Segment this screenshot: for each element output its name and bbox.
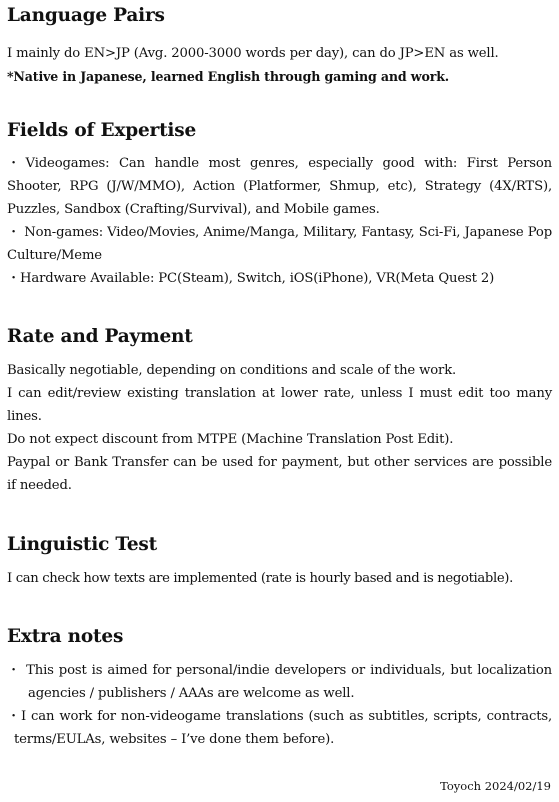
fields-item-videogames: ・Videogames: Can handle most genres, especially good with: First Person Shooter, RPG (J/W/MMO), Action (Platformer, Shmup, etc), Strategy (4X/RTS), Puzzles, Sandbox (Crafting/Survival), and Mobile games. <box>7 156 552 217</box>
rate-text-negotiable: Basically negotiable, depending on conditions and scale of the work. <box>7 363 457 378</box>
heading-linguistic-test: Linguistic Test <box>7 534 157 555</box>
section-extra-notes <box>7 625 552 751</box>
rate-text-mtpe: Do not expect discount from MTPE (Machine Translation Post Edit). <box>7 432 454 447</box>
section-linguistic-test <box>7 533 552 590</box>
fields-item-non-games: ・ Non-games: Video/Movies, Anime/Manga, Military, Fantasy, Sci-Fi, Japanese Pop Culture/Meme <box>7 225 552 263</box>
section-rate-and-payment <box>7 325 552 497</box>
heading-fields-of-expertise: Fields of Expertise <box>7 120 197 141</box>
signature: Toyoch 2024/02/19 <box>440 779 551 793</box>
extra-notes-item-non-videogame: ・I can work for non-videogame translations (such as subtitles, scripts, contracts, terms/EULAs, websites – I’ve done them before). <box>7 709 552 747</box>
language-pairs-note: *Native in Japanese, learned English through gaming and work. <box>7 69 450 84</box>
heading-language-pairs: Language Pairs <box>7 5 165 26</box>
section-language-pairs <box>7 4 552 88</box>
heading-extra-notes: Extra notes <box>7 626 124 647</box>
rate-text-edit-review: I can edit/review existing translation at lower rate, unless I must edit too many lines. <box>7 386 552 424</box>
language-pairs-text: I mainly do EN>JP (Avg. 2000-3000 words per day), can do JP>EN as well. <box>7 46 499 61</box>
section-fields-of-expertise <box>7 119 552 290</box>
heading-rate-and-payment: Rate and Payment <box>7 326 193 347</box>
fields-item-hardware: ・Hardware Available: PC(Steam), Switch, iOS(iPhone), VR(Meta Quest 2) <box>7 271 495 286</box>
extra-notes-item-audience: ・ This post is aimed for personal/indie developers or individuals, but localization agencies / publishers / AAAs are welcome as well. <box>7 663 552 701</box>
linguistic-test-text: I can check how texts are implemented (rate is hourly based and is negotiable). <box>7 571 513 586</box>
rate-text-payment: Paypal or Bank Transfer can be used for payment, but other services are possible if needed. <box>7 455 552 493</box>
